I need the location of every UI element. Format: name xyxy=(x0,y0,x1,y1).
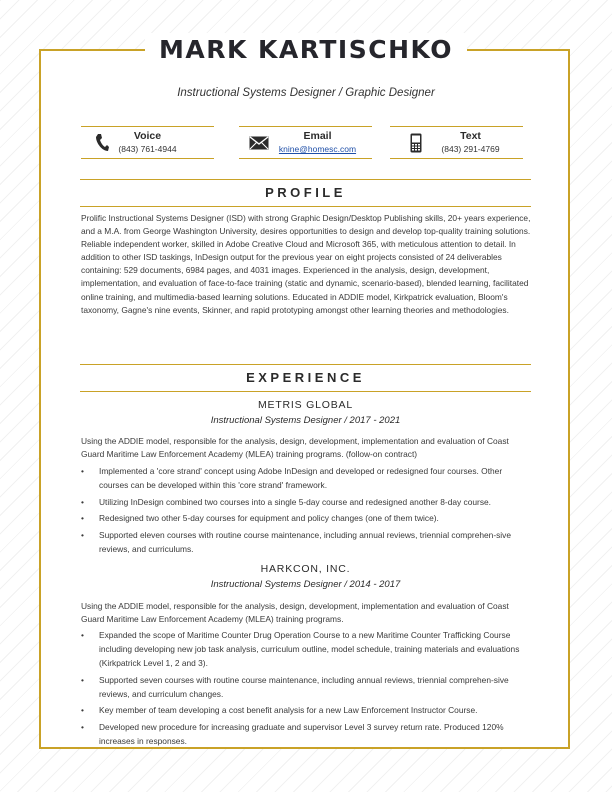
job-summary: Using the ADDIE model, responsible for the analysis, design, development, implementation and evaluation of Coast Guard Maritime Law Enforcement Academy (MLEA) training programs. xyxy=(81,601,509,625)
job-role: Instructional Systems Designer / 2014 - 2017 xyxy=(210,579,401,590)
contact-value: (843) 761-4944 xyxy=(118,144,177,154)
job-title: Instructional Systems Designer / Graphic Designer xyxy=(177,87,435,99)
list-item: • Expanded the scope of Maritime Counter Drug Operation Course to a new Maritime Counter Trafficking Course including developing new job task analysis, curriculum outline, model schedule, training materials and evaluations (Kirkpatrick Level 1, 2 and 3). xyxy=(81,628,529,670)
contact-text xyxy=(390,126,523,159)
list-item: • Key member of team developing a cost benefit analysis for a new Law Enforcement Instructor Course. xyxy=(81,703,529,717)
contact-label: Email xyxy=(303,130,332,142)
company-name: HARKCON, INC. xyxy=(260,563,351,575)
contact-email xyxy=(239,126,372,159)
resume-name: MARK KARTISCHKO xyxy=(145,33,467,67)
profile-text: Prolific Instructional Systems Designer (ISD) with strong Graphic Design/Desktop Publishing skills, 20+ years experience, and a M.A. from George Washington University, desires opportunities to design and develop top-quality training solutions. Reliable independent worker, skilled in Adobe Creative Cloud and Microsoft 365, with meticulous attention to detail. In addition to other ISD taskings, InDesign output for the previous year on eight projects consisted of 24 deliverables containing: 529 documents, 6984 pages, and 4031 images. Experienced in the analysis, design, development, implementation, and evaluation of face-to-face training (static and dynamic, scenario-based), blended learning, facilitated online training, and multimedia-based learning solutions. Educated in ADDIE model, Kirkpatrick evaluation, Bloom's taxonomy, Gagne's nine events, Skinner, and rapid prototyping amongst other learning theories and methodologies. xyxy=(81,213,531,315)
list-item: • Supported eleven courses with routine course maintenance, including annual reviews, triennial comprehen-sive reviews, and curriculums. xyxy=(81,528,529,556)
email-link[interactable]: knine@homesc.com xyxy=(278,144,357,154)
list-item: • Developed new procedure for increasing graduate and supervisor Level 3 survey return rate. Produced 120% increases in responses. xyxy=(81,720,529,748)
profile-heading: PROFILE xyxy=(80,179,531,207)
company-name: METRIS GLOBAL xyxy=(257,399,353,411)
list-item: • Implemented a 'core strand' concept using Adobe InDesign and developed or redesigned four courses. Other courses can be developed within this 'core strand' framework. xyxy=(81,464,529,492)
job-role: Instructional Systems Designer / 2017 - 2021 xyxy=(210,415,401,426)
contact-value: (843) 291-4769 xyxy=(441,144,500,154)
job-bullets xyxy=(81,628,529,750)
list-item: • Supported seven courses with routine course maintenance, including annual reviews, triennial comprehen-sive reviews, and curriculum changes. xyxy=(81,673,529,701)
contact-label: Text xyxy=(460,130,481,142)
list-item: • Utilizing InDesign combined two courses into a single 5-day course and redesigned another 8-day course. xyxy=(81,495,529,509)
contact-label: Voice xyxy=(133,130,162,142)
experience-heading: EXPERIENCE xyxy=(80,364,531,392)
list-item: • Redesigned two other 5-day courses for equipment and policy changes (one of them twice). xyxy=(81,511,529,525)
job-bullets xyxy=(81,464,529,558)
job-summary: Using the ADDIE model, responsible for the analysis, design, development, implementation and evaluation of Coast Guard Maritime Law Enforcement Academy (MLEA) training programs. (follow-on contract) xyxy=(81,436,509,460)
contact-voice xyxy=(81,126,214,159)
